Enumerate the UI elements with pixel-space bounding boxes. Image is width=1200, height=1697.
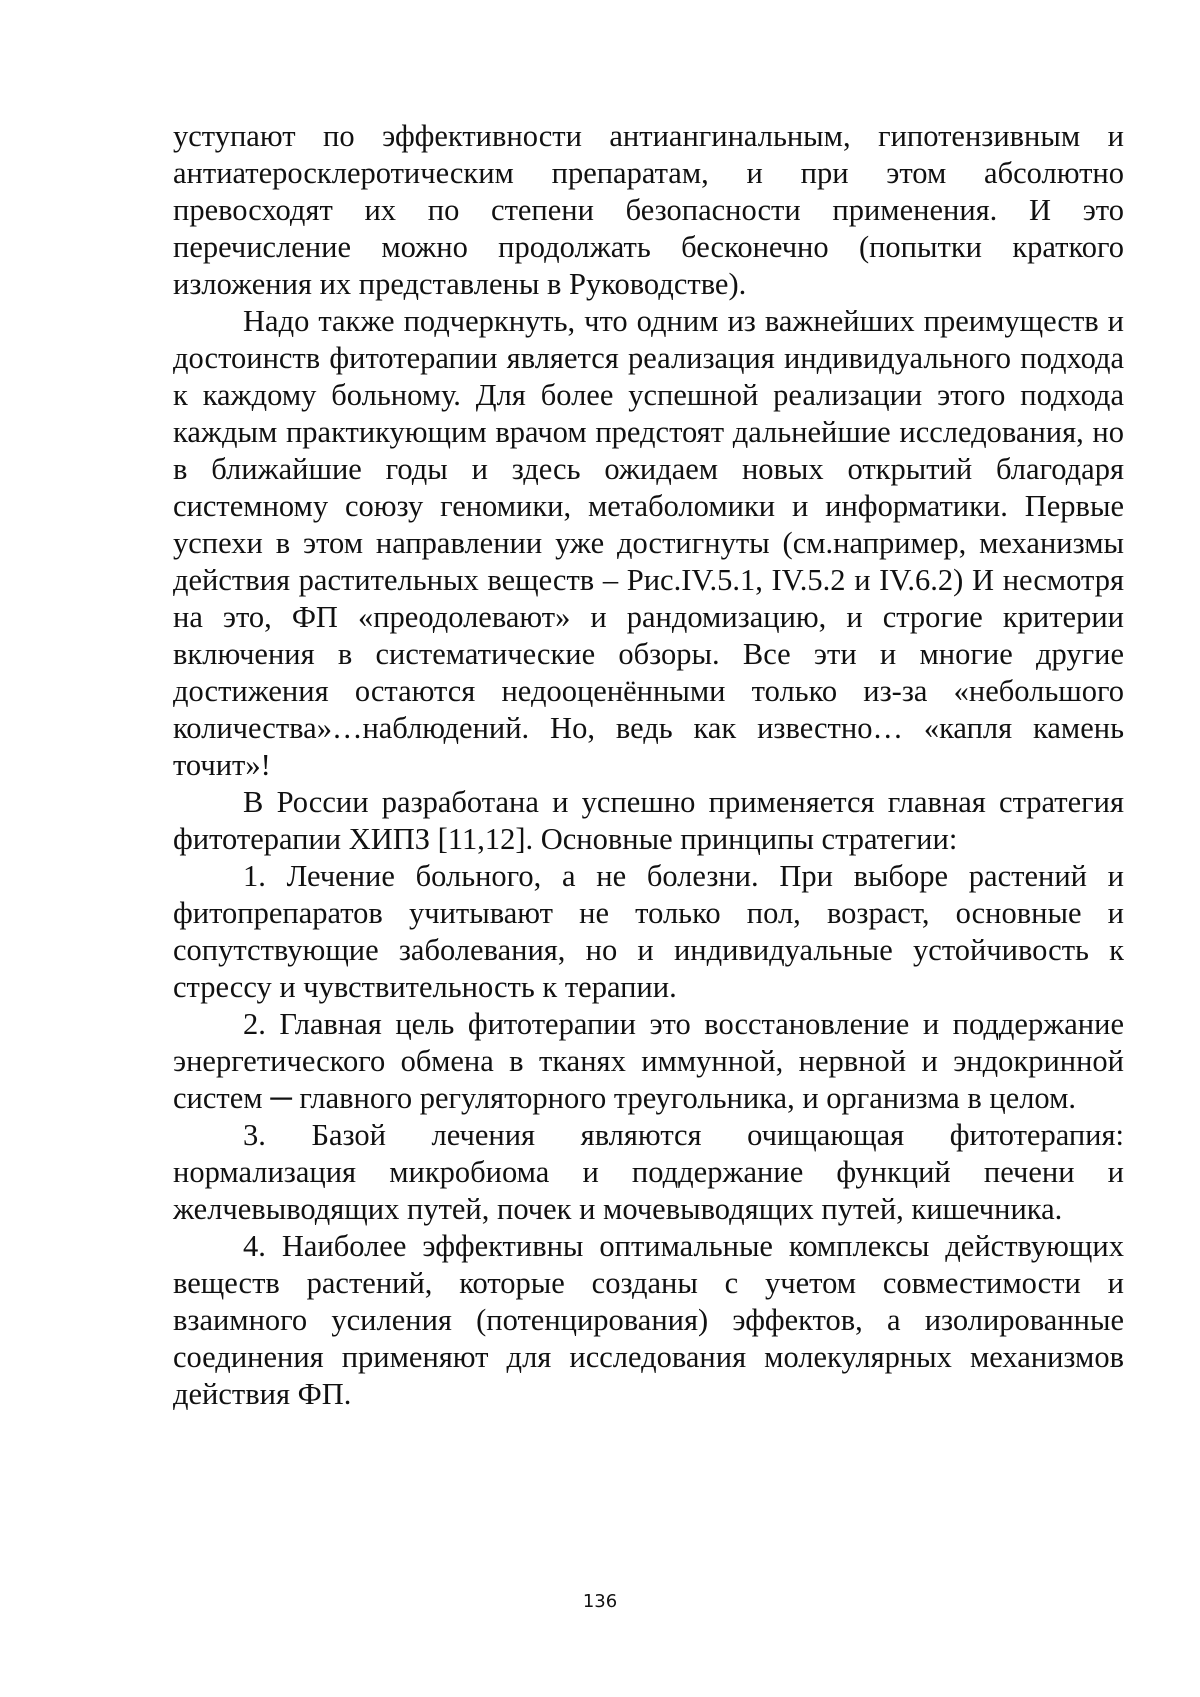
- principle-item-3: 3. Базой лечения являются очищающая фитотерапия: нормализация микробиома и поддержание функций печени и желчевыводящих путей, почек и мочевыводящих путей, кишечника.: [173, 1118, 1124, 1226]
- paragraph-continuation: уступают по эффективности антиангинальным, гипотензивным и антиатеросклеротическим препаратам, и при этом абсолютно превосходят их по степени безопасности применения. И это перечисление можно продолжать бесконечно (попытки краткого изложения их представлены в Руководстве).: [173, 119, 1124, 301]
- principle-item-1: 1. Лечение больного, а не болезни. При выборе растений и фитопрепаратов учитывают не только пол, возраст, основные и сопутствующие заболевания, но и индивидуальные устойчивость к стрессу и чувствительность к терапии.: [173, 859, 1124, 1004]
- document-body: [173, 118, 1124, 1413]
- paragraph-strategy-intro: В России разработана и успешно применяется главная стратегия фитотерапии ХИПЗ [11,12]. Основные принципы стратегии:: [173, 785, 1124, 856]
- principle-item-2: 2. Главная цель фитотерапии это восстановление и поддержание энергетического обмена в тканях иммунной, нервной и эндокринной систем ─ главного регуляторного треугольника, и организма в целом.: [173, 1007, 1124, 1115]
- page-number: 136: [582, 1591, 618, 1612]
- paragraph-individual-approach: Надо также подчеркнуть, что одним из важнейших преимуществ и достоинств фитотерапии является реализация индивидуального подхода к каждому больному. Для более успешной реализации этого подхода каждым практикующим врачом предстоят дальнейшие исследования, но в ближайшие годы и здесь ожидаем новых открытий благодаря системному союзу геномики, метаболомики и информатики. Первые успехи в этом направлении уже достигнуты (см.например, механизмы действия растительных веществ – Рис.IV.5.1, IV.5.2 и IV.6.2) И несмотря на это, ФП «преодолевают» и рандомизацию, и строгие критерии включения в систематические обзоры. Все эти и многие другие достижения остаются недооценёнными только из-за «небольшого количества»…наблюдений. Но, ведь как известно… «капля камень точит»!: [173, 304, 1124, 782]
- principle-item-4: 4. Наиболее эффективны оптимальные комплексы действующих веществ растений, которые созданы с учетом совместимости и взаимного усиления (потенцирования) эффектов, а изолированные соединения применяют для исследования молекулярных механизмов действия ФП.: [173, 1229, 1124, 1411]
